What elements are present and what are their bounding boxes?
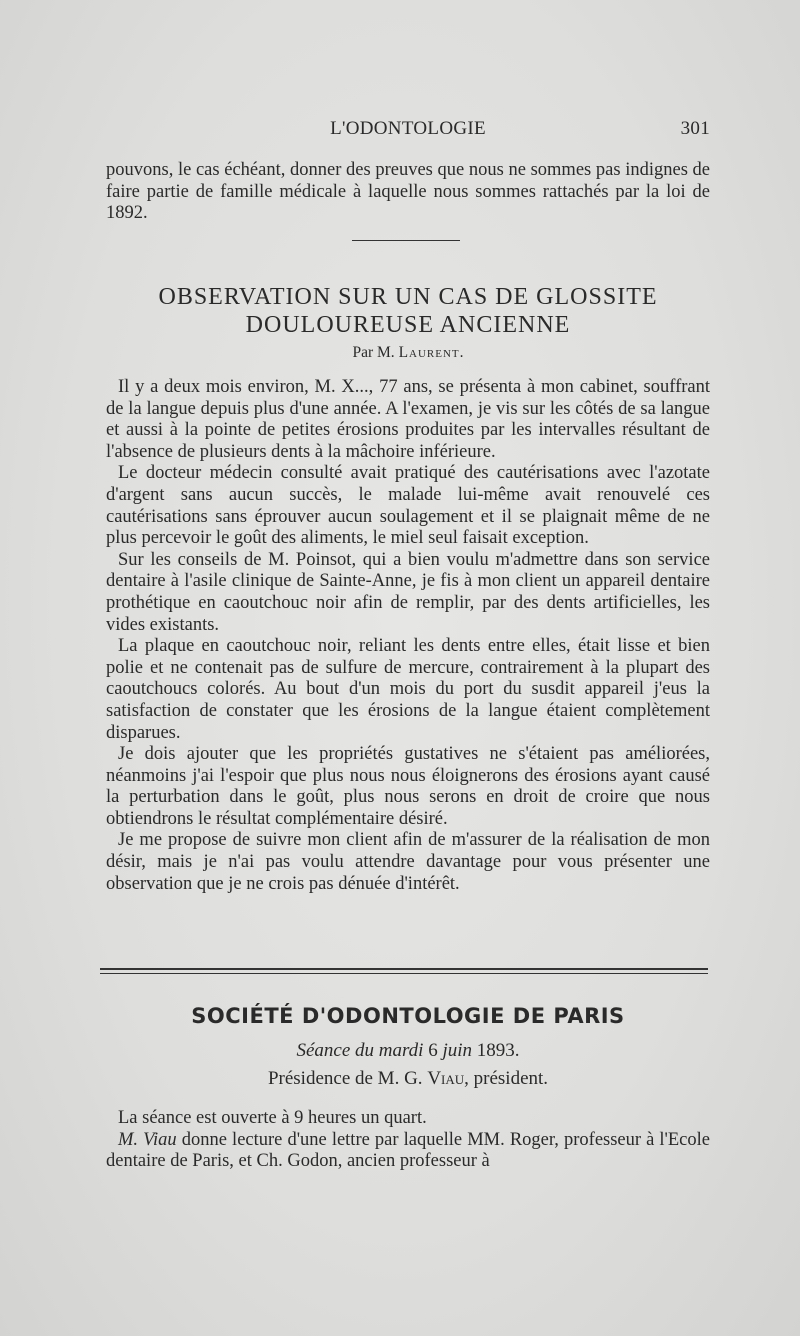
minutes-paragraph: La séance est ouverte à 9 heures un quart.	[118, 1108, 427, 1128]
session-day: 6	[428, 1040, 438, 1061]
session-month: juin	[442, 1040, 473, 1061]
journal-title: L'ODONTOLOGIE	[330, 118, 486, 139]
session-year: 1893.	[476, 1040, 520, 1061]
article-paragraph: Il y a deux mois environ, M. X..., 77 ans, se présenta à mon cabinet, souffrant de la langue depuis plus d'une année. A l'examen, je vis sur les côtés de sa langue et aussi à la pointe de petites érosions produites par les intervalles résultant de l'absence de plusieurs dents à la mâchoire inférieure.	[106, 377, 710, 462]
article-paragraph: La plaque en caoutchouc noir, reliant les dents entre elles, était lisse et bien polie et ne contenait pas de sulfure de mercure, contrairement à la plupart des caoutchoucs colorés. Au bout d'un mois du port du susdit appareil j'eus la satisfaction de constater que les érosions de la langue étaient complètement disparues.	[106, 636, 710, 743]
article-byline	[106, 344, 710, 362]
minutes-speaker: M. Viau	[118, 1129, 177, 1150]
double-rule-divider	[100, 968, 708, 974]
article-body	[106, 377, 710, 895]
section-divider	[352, 240, 460, 241]
article-paragraph: Sur les conseils de M. Poinsot, qui a bien voulu m'admettre dans son service dentaire à l'asile clinique de Sainte-Anne, je fis à mon client un appareil dentaire prothétique en caoutchouc noir afin de remplir, par des dents artificielles, les vides existants.	[106, 549, 710, 635]
session-label: Séance du mardi	[296, 1040, 424, 1061]
article-title-line-1: OBSERVATION SUR UN CAS DE GLOSSITE	[158, 284, 658, 310]
session-date	[106, 1040, 710, 1062]
minutes-paragraph	[106, 1130, 710, 1173]
intro-paragraph: pouvons, le cas échéant, donner des preuves que nous ne sommes pas indignes de faire partie de famille médicale à laquelle nous sommes rattachés par la loi de 1892.	[106, 160, 710, 224]
article-paragraph: Je dois ajouter que les propriétés gustatives ne s'étaient pas améliorées, néanmoins j'ai l'espoir que plus nous nous éloignerons des érosions ayant causé la perturbation dans le goût, plus nous serons en droit de croire que nous obtiendrons le résultat complémentaire désiré.	[106, 744, 710, 829]
intro-paragraph-block	[106, 160, 710, 225]
article-title	[106, 283, 710, 339]
byline-prefix: Par M.	[352, 344, 399, 361]
presidency-line	[106, 1068, 710, 1090]
byline-author: Laurent	[398, 344, 460, 361]
presidency-prefix: Présidence de M. G.	[267, 1068, 428, 1089]
president-name: Viau	[427, 1068, 465, 1089]
article-paragraph: Le docteur médecin consulté avait pratiqué des cautérisations avec l'azotate d'argent sans aucun succès, le malade lui-même avait renouvelé ces cautérisations sans éprouver aucun soulagement et il se plaignait même de ne plus percevoir le goût des aliments, le miel seul faisait exception.	[106, 463, 710, 549]
byline-suffix: .	[459, 344, 464, 361]
presidency-suffix: , président.	[464, 1068, 549, 1089]
article-paragraph: Je me propose de suivre mon client afin de m'assurer de la réalisation de mon désir, mais je n'ai pas voulu attendre davantage pour vous présenter une observation que je ne crois pas dénuée d'intérêt.	[106, 830, 710, 894]
minutes-text: donne lecture d'une lettre par laquelle MM. Roger, professeur à l'Ecole dentaire de Paris, et Ch. Godon, ancien professeur à	[106, 1129, 710, 1172]
running-head	[106, 118, 710, 144]
page-number: 301	[680, 118, 710, 139]
article-title-line-2: DOULOUREUSE ANCIENNE	[245, 312, 571, 338]
minutes-body	[106, 1108, 710, 1173]
society-heading: SOCIÉTÉ D'ODONTOLOGIE DE PARIS	[191, 1004, 625, 1028]
